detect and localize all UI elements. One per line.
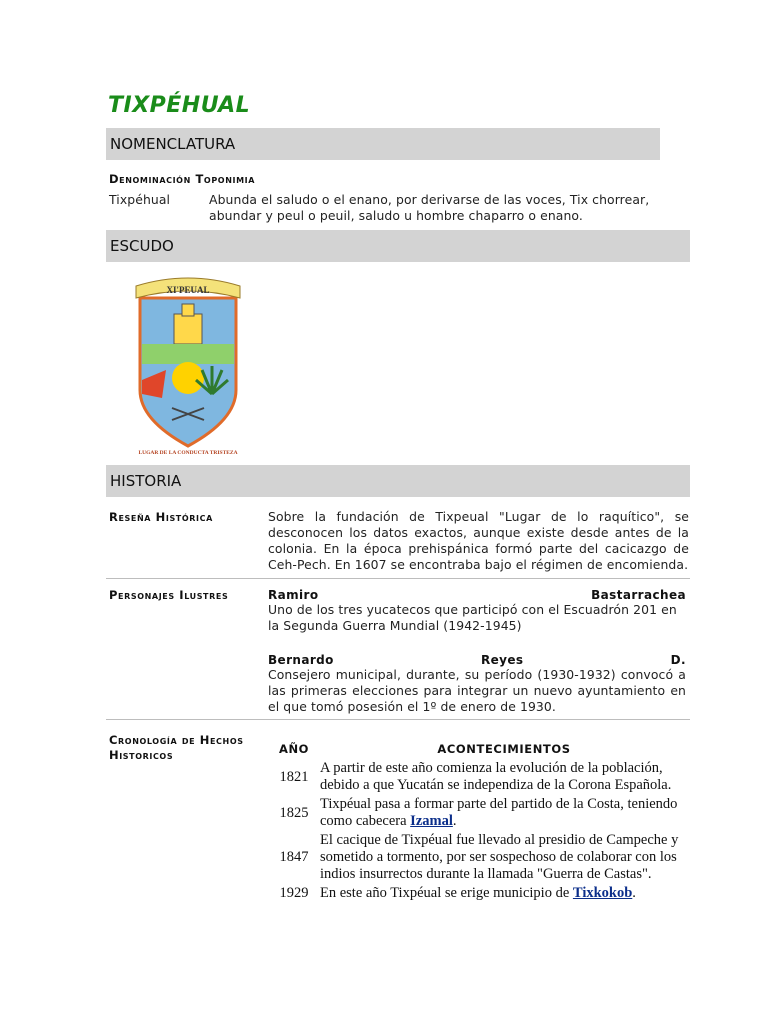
person-bernardo [268,653,686,715]
label-resena-historica: Reseña Histórica [109,510,213,524]
banner-text: XI'PEUAL [166,285,210,295]
label-cronologia-line2: Historicos [109,748,174,762]
field-green [142,344,234,364]
person-first-name: Ramiro [268,588,319,602]
person-bio: Consejero municipal, durante, su período (1930-1932) convocó a las primeras elecciones para integrar un nuevo ayuntamiento en el que tomó posesión el 1º de enero de 1930. [268,667,686,714]
person-first-name: Bernardo [268,653,334,667]
col-header-events: ACONTECIMIENTOS [437,742,571,756]
person-name [268,653,686,667]
row-year: 1929 [279,885,309,901]
table-row [270,795,690,831]
row-event-text: En este año Tixpéual se erige municipio de [320,885,573,901]
shield-caption: LUGAR DE LA CONDUCTA TRISTEZA [138,450,238,456]
building-tower [182,304,194,316]
person-last-name: Bastarrachea [591,588,686,602]
row-year: 1847 [279,849,309,865]
row-event-after: . [632,885,636,901]
section-header-historia: HISTORIA [106,465,690,497]
person-ramiro [268,588,686,634]
label-cronologia [109,733,244,763]
row-year: 1825 [279,804,309,821]
place-name: Tixpéhual [109,192,171,207]
row-event-text: Tixpéual pasa a formar parte del partido de la Costa, teniendo como cabecera [320,796,678,829]
label-cronologia-line1: Cronología de Hechos [109,733,244,747]
row-event-text: El cacique de Tixpéual fue llevado al presidio de Campeche y sometido a tormento, por ser sospechoso de colaborar con los indios insurrectos durante la llamada "Guerra de Castas". [320,832,679,882]
divider-1 [106,578,690,579]
divider-2 [106,719,690,720]
table-header-row [270,738,690,759]
tixkokob-link[interactable]: Tixkokob [572,885,633,901]
row-event-text: A partir de este año comienza la evolución de la población, debido a que Yucatán se independiza de la Corona Española. [320,760,672,793]
resena-text: Sobre la fundación de Tixpeual "Lugar de lo raquítico", se desconocen los datos exactos, aunque existe desde antes de la colonia. En la época prehispánica formó parte del cacicazgo de Ceh-Pech. En 1607 se encontraba bajo el régimen de encomienda. [268,509,689,572]
page-title: TIXPÉHUAL [108,93,251,118]
person-name [268,588,686,602]
person-initial: D. [670,653,686,667]
col-header-year: AÑO [278,742,310,756]
row-year: 1821 [279,768,309,785]
label-personajes-ilustres: Personajes Ilustres [109,588,229,602]
label-denominacion [109,172,255,186]
table-row [270,831,690,884]
section-header-escudo: ESCUDO [106,230,690,262]
sun-icon [172,362,204,394]
coat-of-arms-image [132,270,244,458]
row-event [318,884,690,903]
building-icon [174,314,202,344]
person-bio: Uno de los tres yucatecos que participó con el Escuadrón 201 en la Segunda Guerra Mundial (1942-1945) [268,602,677,633]
row-event [318,795,690,831]
row-event [318,831,690,884]
toponimia-description: Abunda el saludo o el enano, por derivarse de las voces, Tix chorrear, abundar y peul o peuil, saludo u hombre chaparro o enano. [209,192,650,223]
person-middle-name: Reyes [480,653,524,667]
table-row [270,759,690,795]
section-header-nomenclatura: NOMENCLATURA [106,128,660,160]
chronology-table [270,738,690,903]
izamal-link[interactable]: Izamal [410,813,453,829]
row-event-after: . [452,813,457,829]
label-denominacion-text: Denominación [109,172,191,186]
row-event [318,759,690,795]
table-row [270,884,690,903]
label-toponimia-text: Toponimia [195,172,255,186]
